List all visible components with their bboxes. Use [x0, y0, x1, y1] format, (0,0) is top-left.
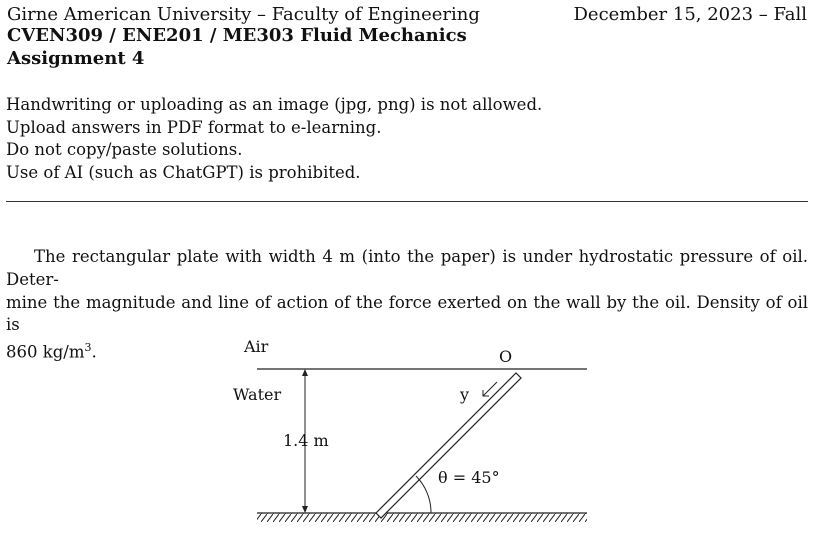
density-exponent: 3 [84, 341, 92, 355]
date-header: December 15, 2023 – Fall [573, 4, 807, 25]
rule-item: Upload answers in PDF format to e-learning. [6, 117, 382, 137]
point-o-label: O [499, 347, 513, 366]
density-value: 860 kg/m [6, 342, 85, 362]
problem-figure [225, 330, 595, 534]
rule-item: Use of AI (such as ChatGPT) is prohibited. [6, 162, 361, 182]
divider [6, 201, 808, 202]
university-header: Girne American University – Faculty of Engineering [7, 4, 480, 25]
depth-arrow-top [302, 369, 308, 376]
inclined-plate [376, 373, 521, 518]
water-label: Water [233, 385, 282, 404]
y-axis-label: y [460, 385, 470, 404]
problem-line-2: mine the magnitude and line of action of the force exerted on the wall by the oil. Density of oil is [6, 292, 808, 335]
course-title: CVEN309 / ENE201 / ME303 Fluid Mechanics [7, 25, 467, 46]
depth-arrow-bottom [302, 506, 308, 513]
ground-hatching [257, 513, 587, 522]
air-label: Air [244, 337, 269, 356]
assignment-title: Assignment 4 [7, 48, 145, 69]
rules-list [6, 94, 542, 184]
angle-label: θ = 45° [438, 468, 500, 487]
period: . [91, 342, 97, 362]
problem-line-1: The rectangular plate with width 4 m (into the paper) is under hydrostatic pressure of oil. Deter- [6, 247, 808, 289]
figure-diagram [225, 330, 595, 530]
depth-label: 1.4 m [283, 431, 329, 450]
rule-item: Handwriting or uploading as an image (jpg, png) is not allowed. [6, 95, 543, 114]
rule-item: Do not copy/paste solutions. [6, 140, 243, 159]
